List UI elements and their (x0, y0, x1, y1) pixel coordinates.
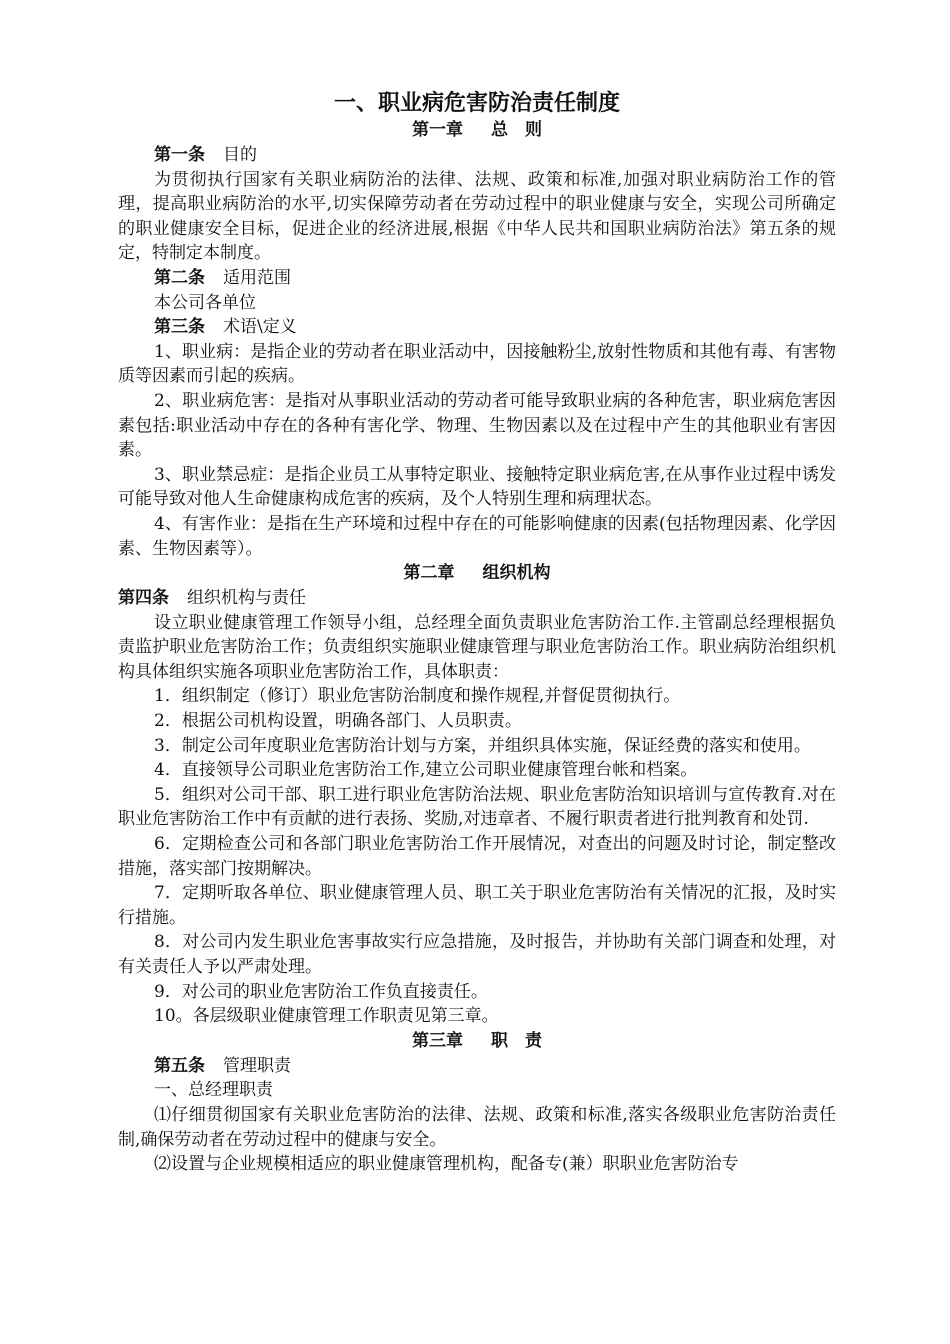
article-1-label: 第一条 (154, 145, 205, 165)
article-2-label: 第二条 (154, 267, 205, 288)
definition-item: 3、职业禁忌症：是指企业员工从事特定职业、接触特定职业病危害,在从事作业过程中诱发可能导致对他人生命健康构成危害的疾病，及个人特别生理和病理状态。 (118, 464, 836, 510)
duty-item: 6．定期检查公司和各部门职业危害防治工作开展情况，对查出的问题及时讨论，制定整改措施，落实部门按期解决。 (118, 834, 836, 879)
duty-item: 8．对公司内发生职业危害事故实行应急措施，及时报告，并协助有关部门调查和处理，对有关责任人予以严肃处理。 (118, 932, 836, 977)
article-4-name: 组织机构与责任 (187, 588, 306, 609)
article-2-name: 适用范围 (223, 267, 291, 288)
article-4-intro: 设立职业健康管理工作领导小组，总经理全面负责职业危害防治工作.主管副总经理根据负责监护职业危害防治工作；负责组织实施职业健康管理与职业危害防治工作。职业病防治组织机构具体组织实施各项职业危害防治工作，具体职责： (118, 612, 836, 682)
article-3-heading (118, 315, 836, 340)
article-1-name: 目的 (223, 145, 257, 165)
chapter-1-label: 第一章 (412, 120, 463, 140)
duty-item: 7．定期听取各单位、职业健康管理人员、职工关于职业危害防治有关情况的汇报，及时实行措施。 (118, 883, 836, 928)
article-1-heading (118, 143, 836, 168)
article-5-name: 管理职责 (223, 1055, 291, 1076)
article-4-heading (118, 586, 836, 611)
article-5-label: 第五条 (154, 1055, 205, 1076)
chapter-3-heading (118, 1029, 836, 1054)
chapter-1-heading (118, 118, 836, 143)
chapter-3-label: 第三章 (412, 1030, 463, 1051)
article-3-name: 术语\定义 (223, 317, 297, 338)
chapter-2-name: 组织机构 (482, 563, 551, 584)
article-3-label: 第三条 (154, 317, 205, 338)
definition-item: 2、职业病危害：是指对从事职业活动的劳动者可能导致职业病的各种危害，职业病危害因素包括:职业活动中存在的各种有害化学、物理、生物因素以及在过程中产生的其他职业有害因素。 (118, 390, 836, 461)
article-5-heading (118, 1054, 836, 1079)
duty-item: 4．直接领导公司职业危害防治工作,建立公司职业健康管理台帐和档案。 (154, 760, 698, 781)
chapter-1-name: 总 则 (491, 120, 542, 140)
duty-item: 1．组织制定（修订）职业危害防治制度和操作规程,并督促贯彻执行。 (154, 686, 681, 707)
duty-item: 9．对公司的职业危害防治工作负直接责任。 (154, 981, 488, 1002)
duty-item: 10。各层级职业健康管理工作职责见第三章。 (154, 1006, 499, 1027)
article-2-heading (118, 266, 836, 291)
document-title: 一、职业病危害防治责任制度 (333, 90, 620, 116)
article-2-text: 本公司各单位 (154, 292, 256, 313)
article-1-text: 为贯彻执行国家有关职业病防治的法律、法规、政策和标准,加强对职业病防治工作的管理，提高职业病防治的水平,切实保障劳动者在劳动过程中的职业健康与安全，实现公司所确定的职业健康安全目标，促进企业的经济进展,根据《中华人民共和国职业病防治法》第五条的规定，特制定本制度。 (118, 169, 836, 264)
duty-item: 5．组织对公司干部、职工进行职业危害防治法规、职业危害防治知识培训与宣传教育.对在职业危害防治工作中有贡献的进行表扬、奖励,对违章者、不履行职责者进行批判教育和处罚. (118, 784, 836, 830)
gm-duty-item: ⑴仔细贯彻国家有关职业危害防治的法律、法规、政策和标准,落实各级职业危害防治责任制,确保劳动者在劳动过程中的健康与安全。 (118, 1104, 836, 1150)
chapter-2-heading (118, 561, 836, 586)
chapter-3-name: 职 责 (491, 1030, 542, 1051)
document-page (118, 88, 836, 1177)
article-4-label: 第四条 (118, 588, 169, 609)
chapter-2-label: 第二章 (403, 563, 455, 584)
gm-duty-item: ⑵设置与企业规模相适应的职业健康管理机构，配备专(兼）职职业危害防治专 (154, 1154, 739, 1175)
duty-item: 3．制定公司年度职业危害防治计划与方案，并组织具体实施，保证经费的落实和使用。 (154, 735, 811, 756)
definition-item: 4、有害作业：是指在生产环境和过程中存在的可能影响健康的因素(包括物理因素、化学因素、生物因素等）。 (118, 513, 836, 559)
gm-duties-heading: 一、总经理职责 (154, 1080, 273, 1101)
duty-item: 2．根据公司机构设置，明确各部门、人员职责。 (154, 711, 522, 732)
definition-item: 1、职业病：是指企业的劳动者在职业活动中，因接触粉尘,放射性物质和其他有毒、有害物质等因素而引起的疾病。 (118, 341, 836, 387)
